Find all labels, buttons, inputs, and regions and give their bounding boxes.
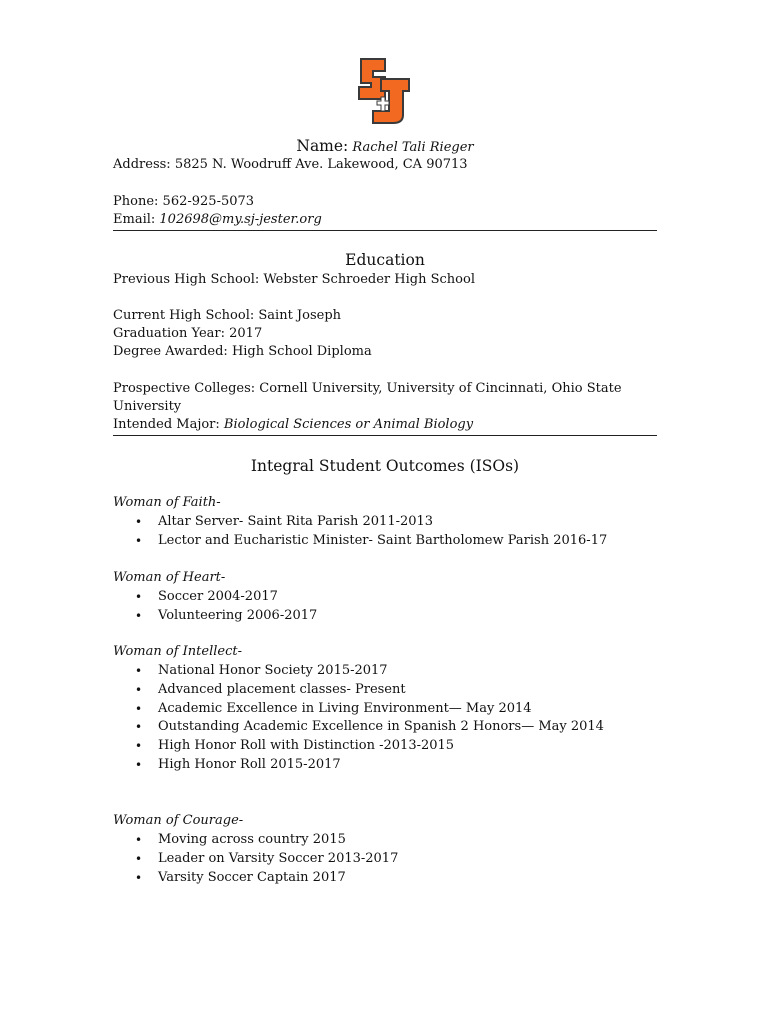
list-item: • High Honor Roll 2015-2017	[113, 756, 604, 775]
phone-value: 562-925-5073	[162, 194, 255, 209]
courage-list	[113, 831, 398, 887]
colleges-value: Cornell University, University of Cincinnati, Ohio State	[259, 381, 622, 396]
phone-label: Phone:	[113, 194, 159, 209]
isos-heading: Integral Student Outcomes (ISOs)	[250, 457, 520, 475]
current-school-value: Saint Joseph	[258, 308, 342, 323]
section-title-intellect: Woman of Intellect-	[113, 644, 242, 659]
list-item: • Leader on Varsity Soccer 2013-2017	[113, 850, 398, 869]
heart-list	[113, 588, 317, 626]
name-label: Name:	[296, 137, 349, 155]
list-item: • Academic Excellence in Living Environment— May 2014	[113, 700, 604, 719]
list-item: • Soccer 2004-2017	[113, 588, 317, 607]
colleges-line-continued: University	[113, 399, 182, 414]
list-item: • Lector and Eucharistic Minister- Saint Bartholomew Parish 2016-17	[113, 532, 607, 551]
list-item: • National Honor Society 2015-2017	[113, 662, 604, 681]
current-school-label: Current High School:	[113, 308, 255, 323]
address-line	[113, 156, 468, 174]
phone-line	[113, 193, 254, 211]
school-logo	[355, 55, 413, 125]
email-value: 102698@my.sj-jester.org	[159, 212, 322, 227]
current-school-line	[113, 307, 341, 325]
list-item: • Outstanding Academic Excellence in Spanish 2 Honors— May 2014	[113, 718, 604, 737]
divider	[113, 230, 657, 231]
list-item: • Varsity Soccer Captain 2017	[113, 869, 398, 888]
list-item: • Advanced placement classes- Present	[113, 681, 604, 700]
graduation-year-line	[113, 325, 262, 343]
degree-value: High School Diploma	[231, 344, 372, 359]
section-title-heart: Woman of Heart-	[113, 570, 226, 585]
name-value: Rachel Tali Rieger	[352, 140, 474, 155]
list-item: • High Honor Roll with Distinction -2013-2015	[113, 737, 604, 756]
graduation-year-value: 2017	[229, 326, 263, 341]
previous-school-label: Previous High School:	[113, 272, 260, 287]
email-line	[113, 211, 322, 229]
faith-list	[113, 513, 607, 551]
list-item: • Volunteering 2006-2017	[113, 607, 317, 626]
previous-school-line	[113, 271, 475, 289]
education-heading: Education	[345, 251, 425, 269]
colleges-line	[113, 380, 622, 398]
graduation-year-label: Graduation Year:	[113, 326, 225, 341]
degree-line	[113, 343, 372, 361]
degree-label: Degree Awarded:	[113, 344, 228, 359]
previous-school-value: Webster Schroeder High School	[263, 272, 475, 287]
name-line	[113, 136, 657, 158]
section-title-courage: Woman of Courage-	[113, 813, 244, 828]
address-label: Address:	[113, 157, 171, 172]
list-item: • Moving across country 2015	[113, 831, 398, 850]
major-value: Biological Sciences or Animal Biology	[223, 417, 474, 432]
section-title-faith: Woman of Faith-	[113, 495, 221, 510]
list-item: • Altar Server- Saint Rita Parish 2011-2013	[113, 513, 607, 532]
email-label: Email:	[113, 212, 156, 227]
intellect-list	[113, 662, 604, 775]
major-line	[113, 416, 473, 434]
major-label: Intended Major:	[113, 417, 220, 432]
colleges-label: Prospective Colleges:	[113, 381, 256, 396]
divider	[113, 435, 657, 436]
address-value: 5825 N. Woodruff Ave. Lakewood, CA 90713	[174, 157, 468, 172]
